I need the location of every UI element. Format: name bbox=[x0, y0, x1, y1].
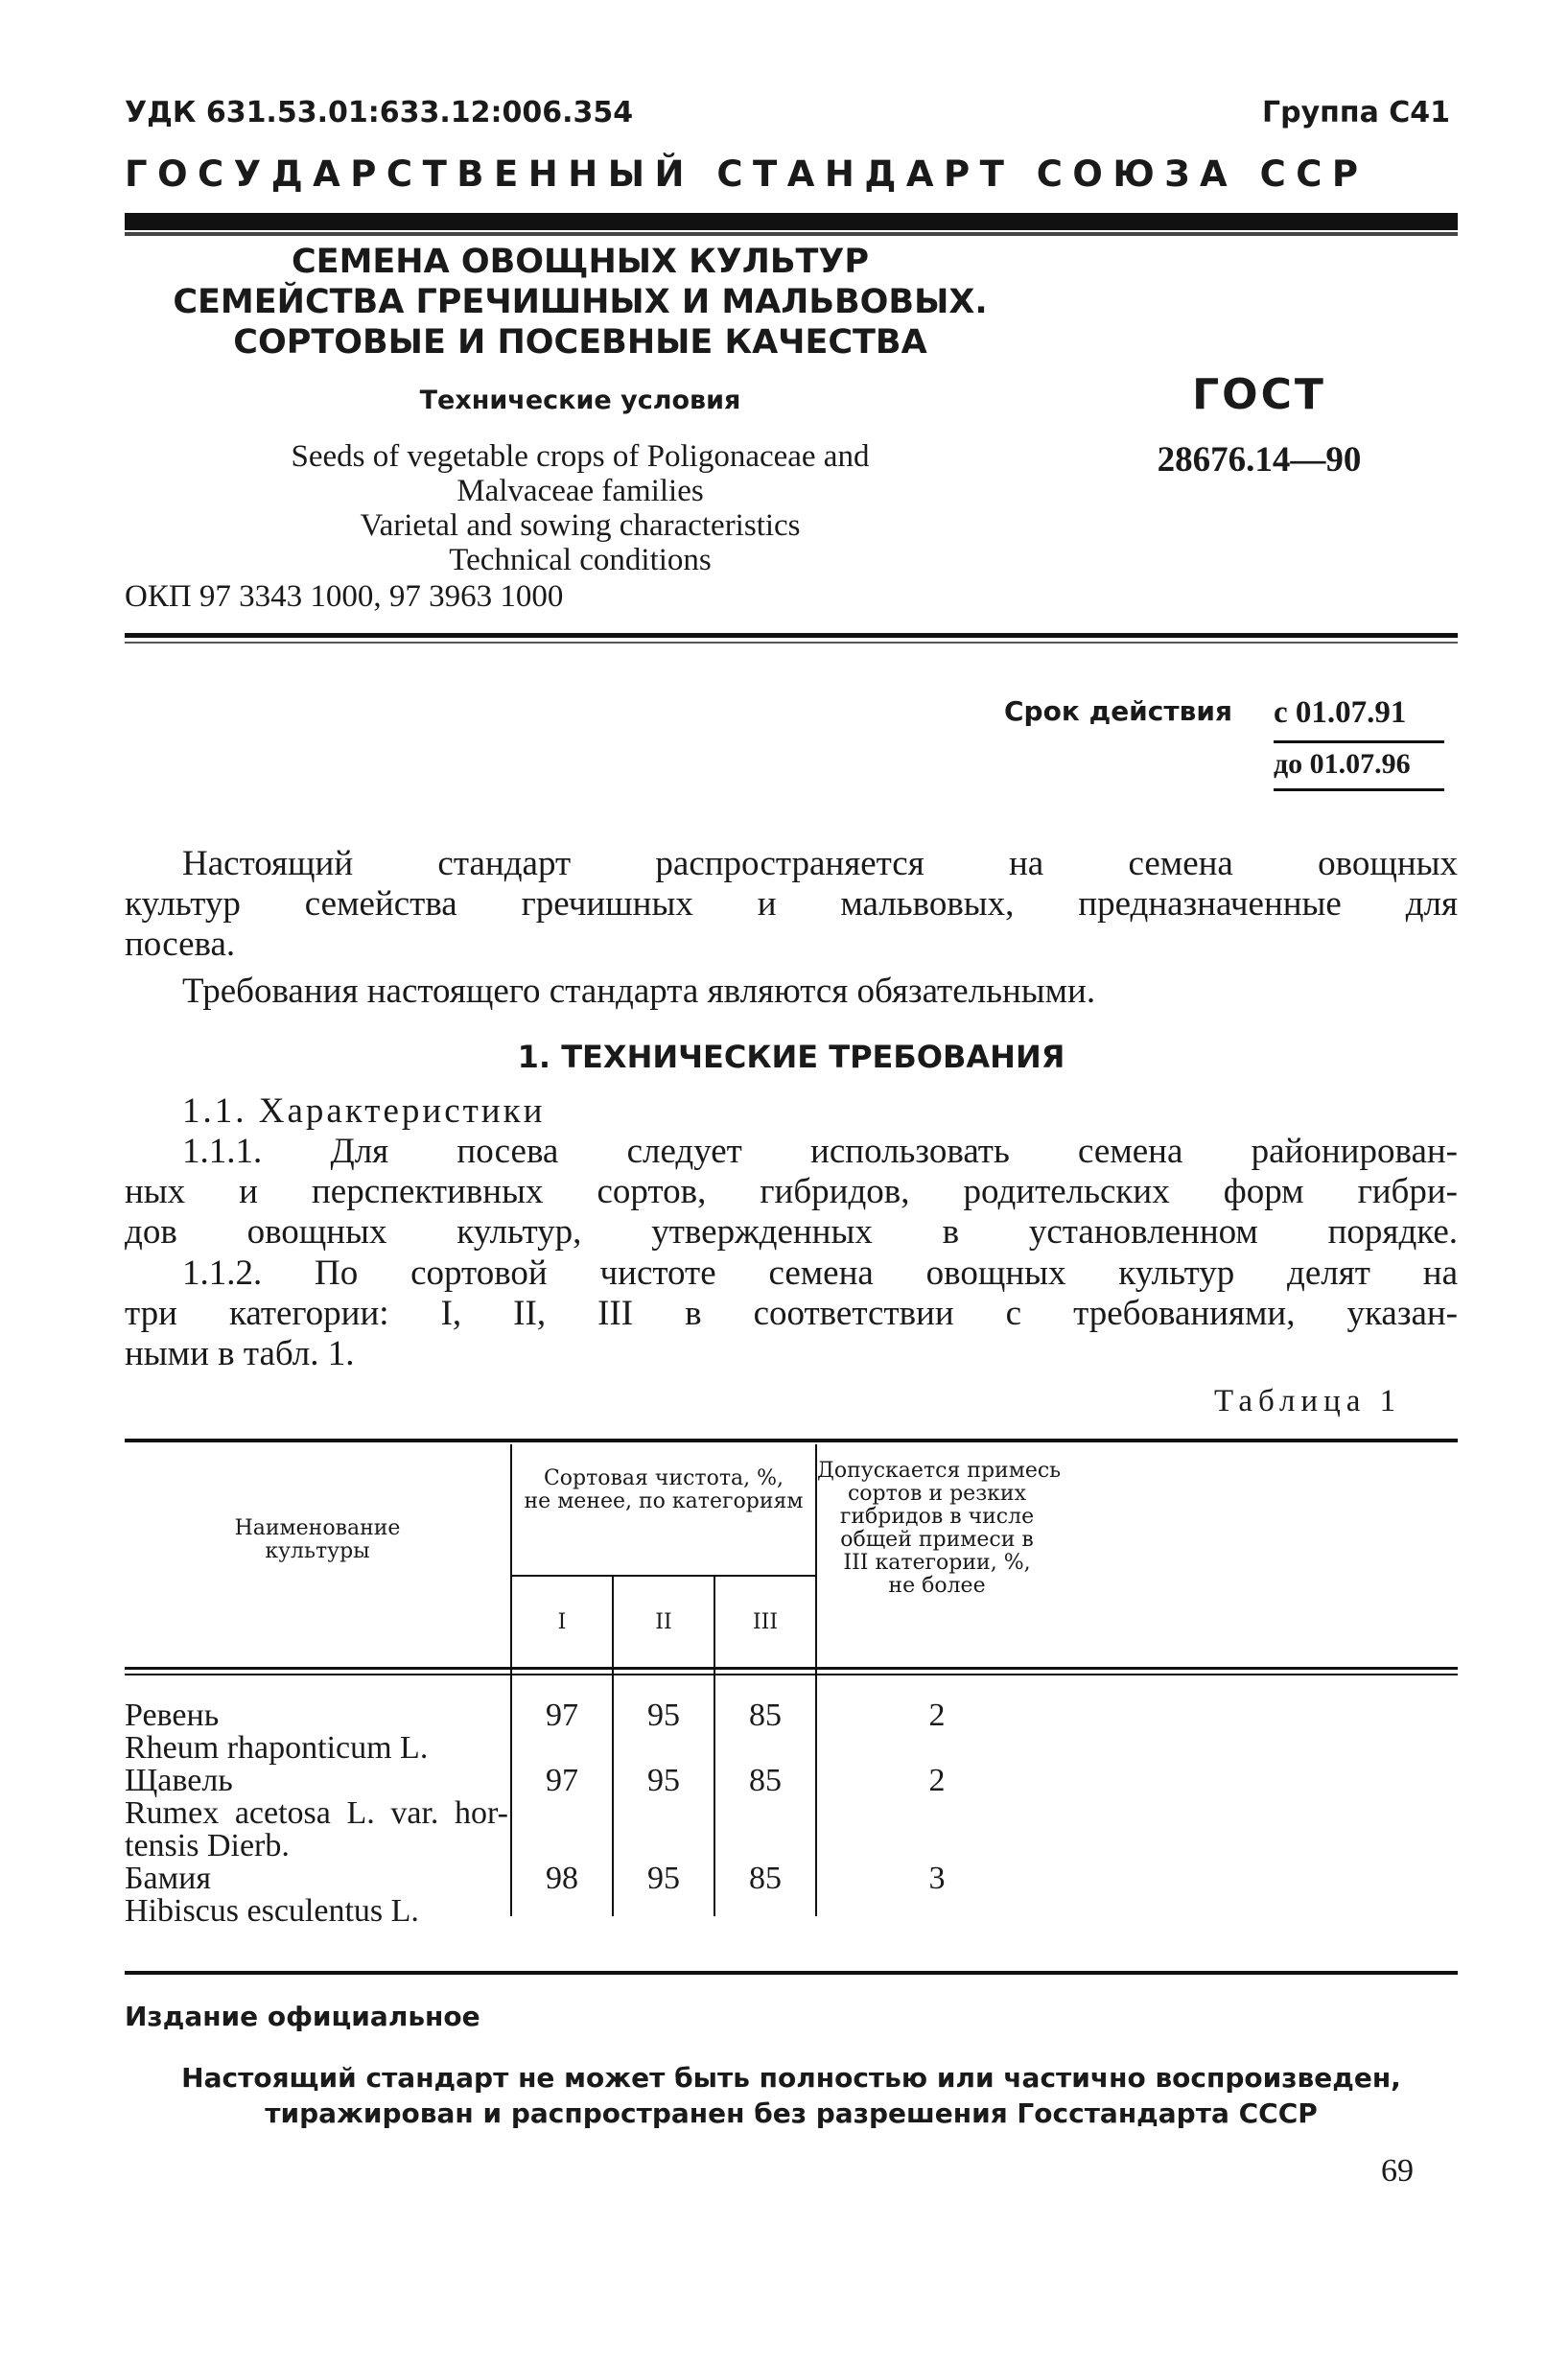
gost-label: ГОСТ bbox=[1192, 370, 1326, 419]
text-line: культур семейства гречишных и мальвовых, предназначенные для bbox=[125, 884, 1458, 924]
document-title bbox=[125, 242, 1036, 363]
text-line: ными в табл. 1. bbox=[125, 1334, 355, 1373]
header-line: не менее, по категориям bbox=[524, 1489, 804, 1513]
header-line: сортов и резких bbox=[847, 1482, 1027, 1506]
section-heading: 1. ТЕХНИЧЕСКИЕ ТРЕБОВАНИЯ bbox=[517, 1039, 1065, 1075]
title-rule-thin bbox=[125, 642, 1458, 644]
validity-to: до 01.07.96 bbox=[1274, 748, 1411, 780]
header-line: Наименование bbox=[234, 1516, 401, 1540]
okp-code: ОКП 97 3343 1000, 97 3963 1000 bbox=[125, 579, 564, 614]
text-line: три категории: I, II, III в соответствии с требованиями, указан- bbox=[125, 1294, 1458, 1333]
copyright-line: Настоящий стандарт не может быть полностью или частично воспроизведен, bbox=[181, 2062, 1401, 2094]
crop-name-ru: Ревень bbox=[125, 1698, 220, 1733]
header-line: не более bbox=[888, 1574, 986, 1598]
gost-number: 28676.14—90 bbox=[1157, 440, 1362, 480]
header-line: Допускается примесь bbox=[817, 1459, 1062, 1483]
cell-category-ii: 95 bbox=[647, 1698, 680, 1733]
header-bottom-rule bbox=[125, 1667, 1458, 1670]
header-category-iii: III bbox=[752, 1610, 779, 1634]
title-line: СОРТОВЫЕ И ПОСЕВНЫЕ КАЧЕСТВА bbox=[233, 323, 927, 362]
title-rule bbox=[125, 633, 1458, 638]
text-line: Настоящий стандарт распространяется на семена овощных bbox=[182, 844, 1458, 883]
crop-name-latin: Rumex acetosa L. var. hor- bbox=[125, 1795, 508, 1831]
table-row-name bbox=[125, 1862, 508, 1928]
text-line: 1.1.2. По сортовой чистоте семена овощных культур делят на bbox=[182, 1253, 1458, 1293]
table-1 bbox=[125, 1439, 1458, 1976]
page-number: 69 bbox=[1381, 2153, 1414, 2189]
header-bottom-rule-thin bbox=[125, 1674, 1458, 1675]
mandatory-paragraph bbox=[125, 972, 1458, 1012]
header-line: Сортовая чистота, %, bbox=[543, 1466, 784, 1490]
title-line: СЕМЕНА ОВОЩНЫХ КУЛЬТУР bbox=[291, 243, 870, 281]
copyright-line: тиражирован и распространен без разрешения Госстандарта СССР bbox=[265, 2097, 1318, 2129]
cell-category-i: 98 bbox=[546, 1861, 578, 1896]
validity-from: с 01.07.91 bbox=[1274, 695, 1407, 730]
text-line: Требования настоящего стандарта являются обязательными. bbox=[182, 972, 1096, 1011]
cell-category-iii: 85 bbox=[749, 1698, 782, 1733]
subtitle: Технические условия bbox=[419, 386, 741, 415]
cell-category-i: 97 bbox=[546, 1763, 578, 1798]
header-category-ii: II bbox=[655, 1610, 672, 1634]
cell-admixture: 3 bbox=[928, 1861, 946, 1896]
header-category-i: I bbox=[557, 1610, 567, 1634]
validity-label: Срок действия bbox=[1004, 695, 1232, 727]
table-row-name bbox=[125, 1765, 508, 1862]
header-crop-name bbox=[125, 1517, 510, 1563]
udc-code: УДК 631.53.01:633.12:006.354 bbox=[125, 96, 634, 129]
cell-category-iii: 85 bbox=[749, 1763, 782, 1798]
header-line: общей примеси в bbox=[840, 1528, 1034, 1552]
clause-1-1 bbox=[125, 1091, 1458, 1132]
scope-paragraph bbox=[125, 844, 1458, 965]
english-title-line: Malvaceae families bbox=[456, 474, 704, 508]
validity-rule bbox=[1274, 740, 1444, 743]
english-title-line: Technical conditions bbox=[449, 543, 712, 577]
validity-rule bbox=[1274, 788, 1444, 791]
header-line: гибридов в числе bbox=[839, 1505, 1035, 1529]
table-caption: Таблица 1 bbox=[1214, 1384, 1402, 1418]
header-rule bbox=[125, 213, 1458, 230]
text-line: ных и перспективных сортов, гибридов, родительских форм гибри- bbox=[125, 1172, 1458, 1211]
crop-name-latin: Rheum rhaponticum L. bbox=[125, 1730, 429, 1766]
header-rule-thin bbox=[125, 232, 1458, 236]
english-title-line: Seeds of vegetable crops of Poligonaceae and bbox=[291, 439, 870, 474]
text-line: 1.1.1. Для посева следует использовать семена районирован- bbox=[182, 1132, 1458, 1171]
text-line: 1.1. Характеристики bbox=[182, 1091, 546, 1131]
table-bottom-rule bbox=[125, 1971, 1458, 1975]
cell-category-i: 97 bbox=[546, 1698, 578, 1733]
group-code: Группа С41 bbox=[1262, 96, 1451, 129]
cell-category-ii: 95 bbox=[647, 1763, 680, 1798]
header-line: III категории, %, bbox=[843, 1551, 1031, 1575]
header-admixture bbox=[817, 1459, 1062, 1598]
title-line: СЕМЕЙСТВА ГРЕЧИШНЫХ И МАЛЬВОВЫХ. bbox=[173, 283, 988, 321]
cell-category-ii: 95 bbox=[647, 1861, 680, 1896]
clause-1-1-1 bbox=[125, 1132, 1458, 1253]
cell-category-iii: 85 bbox=[749, 1861, 782, 1896]
text-line: посева. bbox=[125, 925, 236, 964]
category-rule bbox=[510, 1575, 815, 1577]
english-title-line: Varietal and sowing characteristics bbox=[360, 508, 801, 543]
column-rule bbox=[510, 1444, 512, 1916]
text-line: дов овощных культур, утвержденных в установленном порядке. bbox=[125, 1212, 1458, 1252]
clause-1-1-2 bbox=[125, 1253, 1458, 1374]
crop-name-latin: Hibiscus esculentus L. bbox=[125, 1893, 419, 1929]
table-top-rule bbox=[125, 1439, 1458, 1442]
crop-name-ru: Щавель bbox=[125, 1763, 233, 1798]
table-row-name bbox=[125, 1699, 508, 1765]
cell-admixture: 2 bbox=[928, 1698, 946, 1733]
crop-name-latin: tensis Dierb. bbox=[125, 1828, 290, 1863]
header-purity bbox=[512, 1467, 815, 1513]
organization-heading: ГОСУДАРСТВЕННЫЙ СТАНДАРТ СОЮЗА ССР bbox=[125, 153, 1369, 195]
crop-name-ru: Бамия bbox=[125, 1861, 211, 1896]
cell-admixture: 2 bbox=[928, 1763, 946, 1798]
official-edition: Издание официальное bbox=[125, 2001, 480, 2032]
header-line: культуры bbox=[265, 1539, 370, 1563]
english-title bbox=[125, 439, 1036, 577]
